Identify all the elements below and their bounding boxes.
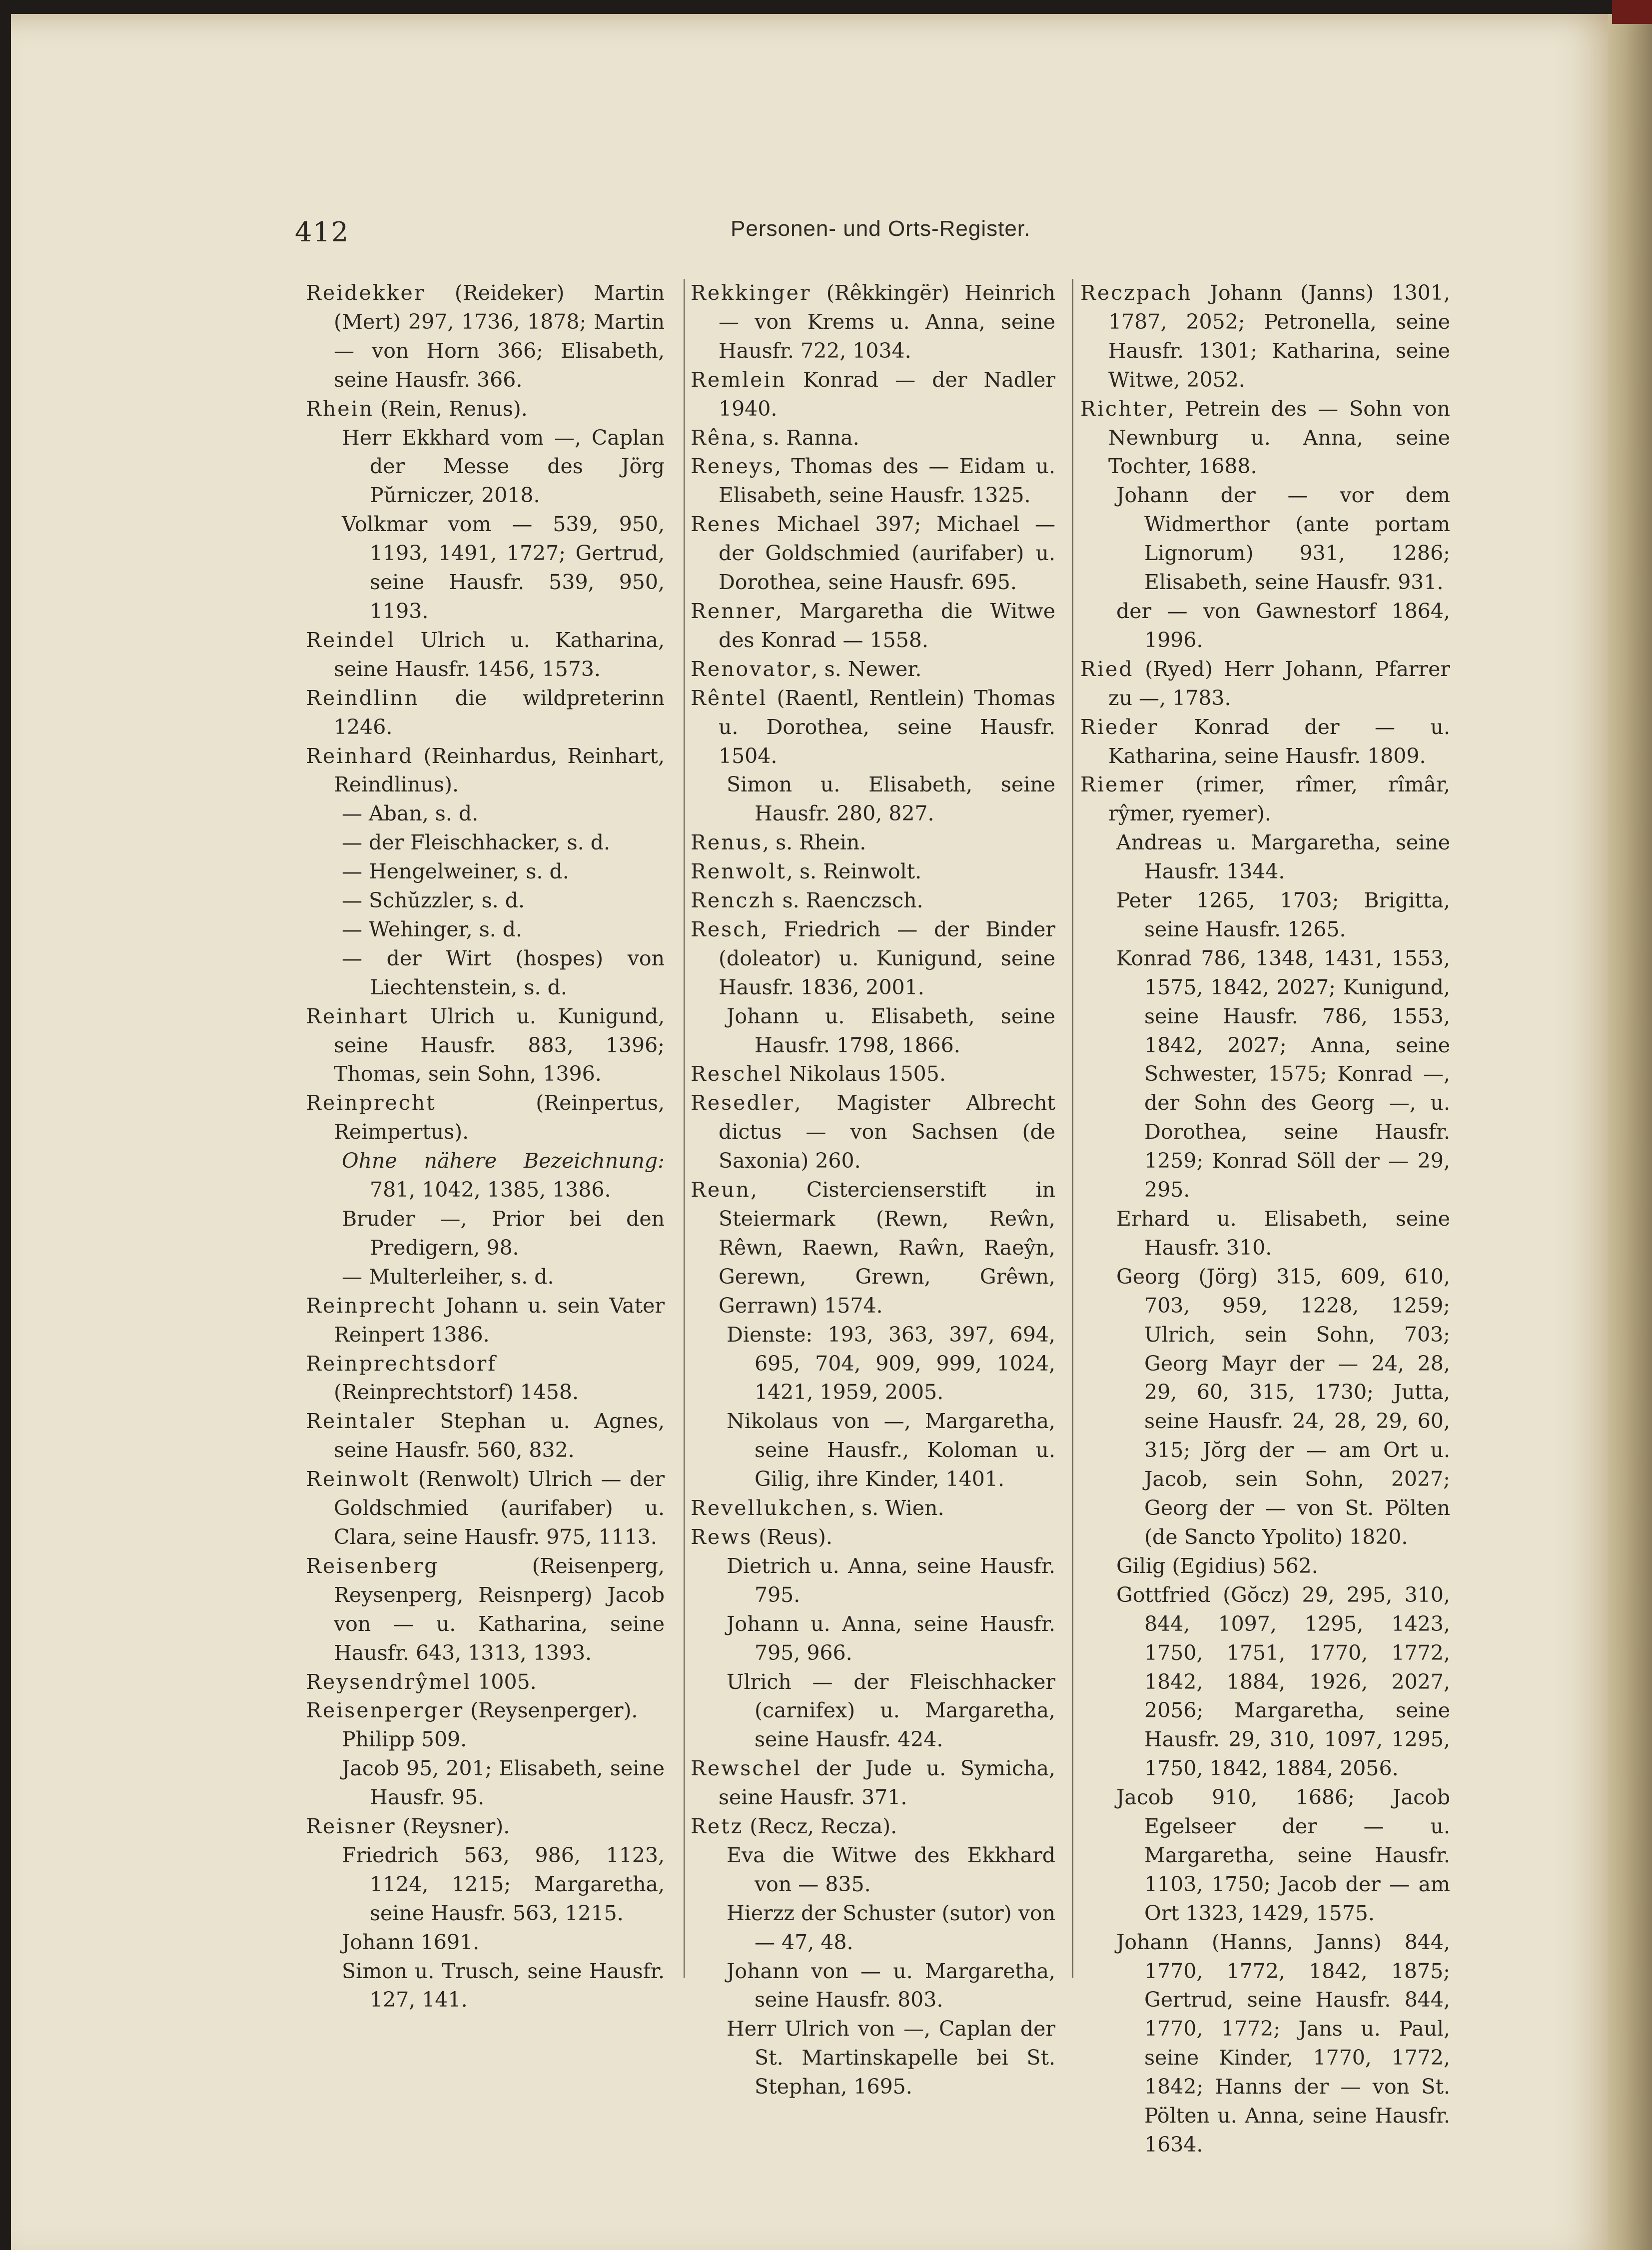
index-subentry	[306, 1205, 665, 1263]
entry-headword: Reschel	[691, 1062, 783, 1086]
entry-headword: Rhein	[306, 396, 374, 421]
index-subentry	[691, 1841, 1055, 1899]
entry-text: — Hengelweiner, s. d.	[342, 859, 569, 884]
entry-text: Herr Ulrich von —, Caplan der St. Martinskapelle bei St. Stephan, 1695.	[727, 2017, 1055, 2099]
entry-headword: Reinhard	[306, 744, 414, 768]
entry-text: — der Wirt (hospes) von Liechtenstein, s. d.	[342, 946, 665, 999]
entry-headword: Reneys	[691, 454, 775, 479]
entry-text: , s. Reinwolt.	[786, 859, 922, 884]
index-column-2	[691, 279, 1055, 2099]
entry-headword: Revellukchen	[691, 1496, 849, 1520]
entry-text: — Wehinger, s. d.	[342, 917, 523, 941]
entry-text: (Reinprechtstorf) 1458.	[334, 1380, 579, 1405]
entry-text: , Petrein des — Sohn von Newnburg u. Anna, seine Tochter, 1688.	[1108, 396, 1450, 479]
entry-headword: Rewschel	[691, 1756, 802, 1781]
column-divider	[1072, 279, 1073, 1978]
index-entry	[691, 655, 1055, 684]
index-entry	[691, 1523, 1055, 1552]
entry-text: Ulrich u. Katharina, seine Hausfr. 1456, 1573.	[334, 628, 665, 681]
index-entry	[691, 886, 1055, 915]
index-entry	[691, 510, 1055, 597]
entry-headword: Richter	[1080, 396, 1168, 421]
entry-text: Nikolaus von —, Margaretha, seine Hausfr., Koloman u. Gilig, ihre Kinder, 1401.	[727, 1409, 1055, 1492]
entry-headword: Retz	[691, 1814, 744, 1839]
entry-text: (Reysenperger).	[464, 1698, 638, 1723]
entry-text: Bruder —, Prior bei den Predigern, 98.	[342, 1207, 665, 1260]
entry-headword: Reidekker	[306, 281, 426, 305]
column-divider	[684, 279, 685, 1978]
entry-headword: Remlein	[691, 367, 787, 392]
index-entry	[691, 1812, 1055, 1841]
entry-headword: Reindel	[306, 628, 396, 652]
entry-text: (Rêkkingër) Heinrich — von Krems u. Anna, seine Hausfr. 722, 1034.	[719, 281, 1055, 363]
index-subentry	[306, 915, 665, 944]
index-subentry	[1080, 1783, 1450, 1928]
index-entry	[1080, 770, 1450, 828]
index-entry	[691, 1494, 1055, 1523]
entry-text: , s. Wien.	[848, 1496, 944, 1520]
index-subentry	[691, 1321, 1055, 1408]
index-entry	[691, 424, 1055, 453]
entry-text: , Cistercienserstift in Steiermark (Rewn, Reŵn, Rêwn, Raewn, Raŵn, Raeŷn, Gerewn, Grewn, Grêwn, Gerrawn) 1574.	[719, 1178, 1055, 1318]
index-entry	[1080, 655, 1450, 713]
entry-text: Johann (Hanns, Janns) 844, 1770, 1772, 1842, 1875; Gertrud, seine Hausfr. 844, 1770, 1772; Jans u. Paul, seine Kinder, 1770, 1772, 1842; Hanns der — von St. Pölten u. Anna, seine Hausfr. 1634.	[1116, 1930, 1450, 2157]
entry-text: Konrad 786, 1348, 1431, 1553, 1575, 1842, 2027; Kunigund, seine Hausfr. 786, 1553, 1842, 2027; Anna, seine Schwester, 1575; Konrad —, der Sohn des Georg —, u. Dorothea, seine Hausfr. 1259; Konrad Söll der — 29, 295.	[1116, 946, 1450, 1202]
entry-text: Peter 1265, 1703; Brigitta, seine Hausfr. 1265.	[1116, 888, 1450, 941]
entry-text: Jacob 95, 201; Elisabeth, seine Hausfr. 95.	[342, 1756, 665, 1810]
entry-text: Dietrich u. Anna, seine Hausfr. 795.	[727, 1553, 1055, 1607]
entry-text: Johann (Janns) 1301, 1787, 2052; Petronella, seine Hausfr. 1301; Katharina, seine Witwe, 2052.	[1108, 281, 1450, 392]
index-subentry	[691, 1407, 1055, 1494]
index-subentry	[306, 510, 665, 626]
index-subentry	[1080, 886, 1450, 944]
entry-text: (Ryed) Herr Johann, Pfarrer zu —, 1783.	[1108, 657, 1450, 710]
index-subentry	[691, 1552, 1055, 1610]
entry-text: (Reus).	[752, 1524, 832, 1549]
index-entry	[1080, 279, 1450, 395]
entry-headword: Reinwolt	[306, 1467, 410, 1492]
entry-text: Ulrich — der Fleischhacker (carnifex) u. Margaretha, seine Hausfr. 424.	[727, 1669, 1055, 1752]
entry-text: (Renwolt) Ulrich — der Goldschmied (aurifaber) u. Clara, seine Hausfr. 975, 1113.	[334, 1467, 665, 1549]
index-subentry	[1080, 1205, 1450, 1263]
index-entry	[691, 1176, 1055, 1321]
entry-headword: Resch	[691, 917, 761, 941]
index-entry	[306, 742, 665, 800]
index-entry	[691, 684, 1055, 771]
index-entry	[691, 366, 1055, 424]
entry-headword: Riemer	[1080, 772, 1165, 797]
index-entry	[306, 1552, 665, 1668]
entry-headword: Reintaler	[306, 1409, 416, 1434]
entry-headword: Rieder	[1080, 715, 1159, 739]
page-header	[11, 216, 1608, 251]
entry-headword: Resedler	[691, 1091, 795, 1115]
index-subentry	[306, 1957, 665, 2015]
entry-text: Andreas u. Margaretha, seine Hausfr. 1344.	[1116, 830, 1450, 884]
entry-text: Johann 1691.	[342, 1930, 480, 1954]
index-subentry	[1080, 597, 1450, 655]
index-subentry	[691, 1610, 1055, 1668]
index-subentry	[306, 944, 665, 1002]
entry-text: , Thomas des — Eidam u. Elisabeth, seine Hausfr. 1325.	[719, 454, 1055, 508]
entry-text: (Rein, Renus).	[374, 396, 528, 421]
entry-text: (Raentl, Rentlein) Thomas u. Dorothea, seine Hausfr. 1504.	[719, 686, 1055, 768]
entry-headword: Rêna	[691, 425, 750, 450]
index-subentry	[306, 828, 665, 857]
index-entry	[691, 1060, 1055, 1089]
index-subentry	[691, 1002, 1055, 1060]
entry-text: Stephan u. Agnes, seine Hausfr. 560, 832.	[334, 1409, 665, 1463]
index-subentry	[691, 1957, 1055, 2015]
index-subentry	[691, 1899, 1055, 1957]
entry-text: Konrad der — u. Katharina, seine Hausfr. 1809.	[1108, 715, 1450, 768]
entry-text: — der Fleischhacker, s. d.	[342, 830, 610, 855]
index-entry	[306, 279, 665, 395]
corner-mark	[1612, 0, 1652, 24]
index-entry	[691, 857, 1055, 886]
entry-text: Simon u. Elisabeth, seine Hausfr. 280, 827.	[727, 772, 1055, 826]
entry-text: Jacob 910, 1686; Jacob Egelseer der — u. Margaretha, seine Hausfr. 1103, 1750; Jacob der — am Ort 1323, 1429, 1575.	[1116, 1785, 1450, 1925]
entry-headword: Renwolt	[691, 859, 787, 884]
entry-text: (Reysner).	[396, 1814, 510, 1839]
entry-text: (Reinpertus, Reimpertus).	[334, 1091, 665, 1144]
entry-text: 781, 1042, 1385, 1386.	[370, 1178, 611, 1202]
entry-text: Gilig (Egidius) 562.	[1116, 1553, 1318, 1578]
entry-text: die wildpreterinn 1246.	[334, 686, 665, 739]
entry-text: Eva die Witwe des Ekkhard von — 835.	[727, 1843, 1055, 1896]
entry-text: , s. Newer.	[811, 657, 922, 681]
entry-headword: Renczh	[691, 888, 776, 913]
entry-text: Gottfried (Gŏcz) 29, 295, 310, 844, 1097, 1295, 1423, 1750, 1751, 1770, 1772, 1842, 1884, 1926, 2027, 2056; Margaretha, seine Hausfr. 29, 310, 1097, 1295, 1750, 1842, 1884, 2056.	[1116, 1582, 1450, 1781]
entry-text: Philipp 509.	[342, 1727, 467, 1752]
index-subentry	[306, 857, 665, 886]
index-entry	[691, 915, 1055, 1002]
entry-headword: Renner	[691, 599, 776, 623]
book-page	[11, 14, 1608, 2250]
index-subentry	[691, 1668, 1055, 1755]
index-subentry	[691, 770, 1055, 828]
entry-headword: Reinhart	[306, 1004, 409, 1028]
entry-headword: Reinprecht	[306, 1293, 436, 1318]
entry-text: , s. Rhein.	[763, 830, 866, 855]
entry-text: , Margaretha die Witwe des Konrad — 1558.	[719, 599, 1055, 652]
index-entry	[691, 597, 1055, 655]
entry-text: (rimer, rîmer, rîmâr, rŷmer, ryemer).	[1108, 772, 1450, 826]
index-entry	[306, 684, 665, 742]
entry-text: s. Raenczsch.	[776, 888, 923, 913]
index-subentry	[1080, 944, 1450, 1205]
entry-headword: Reisenperger	[306, 1698, 464, 1723]
entry-italic-label: Ohne nähere Bezeichnung:	[342, 1149, 665, 1173]
index-entry	[691, 1089, 1055, 1176]
index-entry	[306, 1002, 665, 1089]
index-entry	[691, 828, 1055, 857]
entry-text: , Magister Albrecht dictus — von Sachsen (de Saxonia) 260.	[719, 1091, 1055, 1173]
entry-text: , Friedrich — der Binder (doleator) u. Kunigund, seine Hausfr. 1836, 2001.	[719, 917, 1055, 999]
entry-text: Friedrich 563, 986, 1123, 1124, 1215; Margaretha, seine Hausfr. 563, 1215.	[342, 1843, 665, 1925]
index-subentry	[306, 886, 665, 915]
entry-headword: Renovator	[691, 657, 812, 681]
entry-text: Herr Ekkhard vom —, Caplan der Messe des Jörg Pŭrniczer, 2018.	[342, 425, 665, 508]
entry-text: Johann u. Anna, seine Hausfr. 795, 966.	[727, 1611, 1055, 1665]
index-entry	[691, 452, 1055, 510]
page-number: 412	[295, 216, 350, 248]
entry-headword: Reisner	[306, 1814, 396, 1839]
index-entry	[1080, 395, 1450, 482]
running-title: Personen- und Orts-Register.	[731, 216, 1031, 241]
entry-text: — Schŭzzler, s. d.	[342, 888, 525, 913]
index-entry	[306, 1350, 665, 1408]
index-column-1	[306, 279, 665, 2012]
entry-headword: Reczpach	[1080, 281, 1192, 305]
entry-text: Johann u. sein Vater Reinpert 1386.	[334, 1293, 665, 1347]
entry-text: Michael 397; Michael — der Goldschmied (aurifaber) u. Dorothea, seine Hausfr. 695.	[719, 512, 1055, 595]
page-edge	[1608, 14, 1652, 2250]
entry-headword: Reinprecht	[306, 1091, 436, 1115]
index-subentry	[691, 2015, 1055, 2102]
index-entry	[306, 1812, 665, 1841]
index-subentry	[1080, 1581, 1450, 1783]
entry-headword: Renes	[691, 512, 762, 537]
entry-headword: Reinprechtsdorf	[306, 1351, 497, 1376]
index-entry	[306, 1407, 665, 1465]
entry-text: Georg (Jörg) 315, 609, 610, 703, 959, 1228, 1259; Ulrich, sein Sohn, 703; Georg Mayr der — 24, 28, 29, 60, 315, 1730; Jutta, seine Hausfr. 24, 28, 29, 60, 315; Jŏrg der — am Ort u. Jacob, sein Sohn, 2027; Georg der — von St. Pölten (de Sancto Ypolito) 1820.	[1116, 1264, 1450, 1549]
index-subentry	[306, 799, 665, 828]
index-subentry	[1080, 481, 1450, 597]
entry-text: (Recz, Recza).	[743, 1814, 897, 1839]
index-entry	[306, 1465, 665, 1552]
entry-text: — Aban, s. d.	[342, 801, 479, 826]
index-entry	[306, 1089, 665, 1147]
index-subentry	[306, 1841, 665, 1928]
entry-headword: Reisenberg	[306, 1553, 439, 1578]
entry-headword: Rêntel	[691, 686, 768, 710]
index-subentry	[1080, 1552, 1450, 1581]
entry-headword: Reysendrŷmel	[306, 1669, 472, 1694]
entry-headword: Reindlinn	[306, 686, 419, 710]
entry-text: Johann der — vor dem Widmerthor (ante portam Lignorum) 931, 1286; Elisabeth, seine Hausfr. 931.	[1116, 483, 1450, 595]
entry-text: , s. Ranna.	[749, 425, 859, 450]
index-entry	[1080, 713, 1450, 771]
entry-text: Erhard u. Elisabeth, seine Hausfr. 310.	[1116, 1207, 1450, 1260]
entry-text: Johann von — u. Margaretha, seine Hausfr. 803.	[727, 1959, 1055, 2012]
index-entry	[691, 279, 1055, 366]
entry-text: der — von Gawnestorf 1864, 1996.	[1116, 599, 1450, 652]
entry-text: 1005.	[471, 1669, 537, 1694]
index-entry	[306, 1292, 665, 1350]
entry-text: (Reinhardus, Reinhart, Reindlinus).	[334, 744, 665, 797]
index-entry	[691, 1754, 1055, 1812]
index-column-3	[1080, 279, 1450, 2157]
entry-text: — Multerleiher, s. d.	[342, 1264, 554, 1289]
index-subentry	[306, 424, 665, 511]
index-subentry	[306, 1928, 665, 1957]
index-entry	[306, 1668, 665, 1697]
index-subentry	[1080, 1263, 1450, 1552]
entry-text: der Jude u. Symicha, seine Hausfr. 371.	[719, 1756, 1055, 1810]
index-entry	[306, 395, 665, 424]
entry-text: Konrad — der Nadler 1940.	[719, 367, 1055, 421]
index-subentry	[1080, 828, 1450, 886]
index-entry	[306, 1696, 665, 1725]
entry-text: Volkmar vom — 539, 950, 1193, 1491, 1727; Gertrud, seine Hausfr. 539, 950, 1193.	[342, 512, 665, 623]
index-subentry	[306, 1263, 665, 1292]
index-subentry	[306, 1754, 665, 1812]
entry-headword: Reun	[691, 1178, 751, 1202]
entry-text: Nikolaus 1505.	[782, 1062, 946, 1086]
entry-text: Ulrich u. Kunigund, seine Hausfr. 883, 1396; Thomas, sein Sohn, 1396.	[334, 1004, 665, 1086]
entry-headword: Ried	[1080, 657, 1134, 681]
entry-text: (Reisenperg, Reysenperg, Reisnperg) Jacob von — u. Katharina, seine Hausfr. 643, 1313, 1393.	[334, 1553, 665, 1665]
entry-headword: Rekkinger	[691, 281, 812, 305]
index-subentry	[306, 1147, 665, 1205]
entry-text: Simon u. Trusch, seine Hausfr. 127, 141.	[342, 1959, 665, 2012]
entry-text: Hierzz der Schuster (sutor) von — 47, 48.	[727, 1901, 1055, 1954]
entry-text: Johann u. Elisabeth, seine Hausfr. 1798, 1866.	[727, 1004, 1055, 1057]
entry-text: (Reideker) Martin (Mert) 297, 1736, 1878; Martin — von Horn 366; Elisabeth, seine Hausfr. 366.	[334, 281, 665, 392]
entry-headword: Rews	[691, 1524, 753, 1549]
index-subentry	[306, 1725, 665, 1754]
index-subentry	[1080, 1928, 1450, 2160]
entry-text: Dienste: 193, 363, 397, 694, 695, 704, 909, 999, 1024, 1421, 1959, 2005.	[727, 1322, 1055, 1405]
entry-headword: Renus	[691, 830, 763, 855]
index-entry	[306, 626, 665, 684]
